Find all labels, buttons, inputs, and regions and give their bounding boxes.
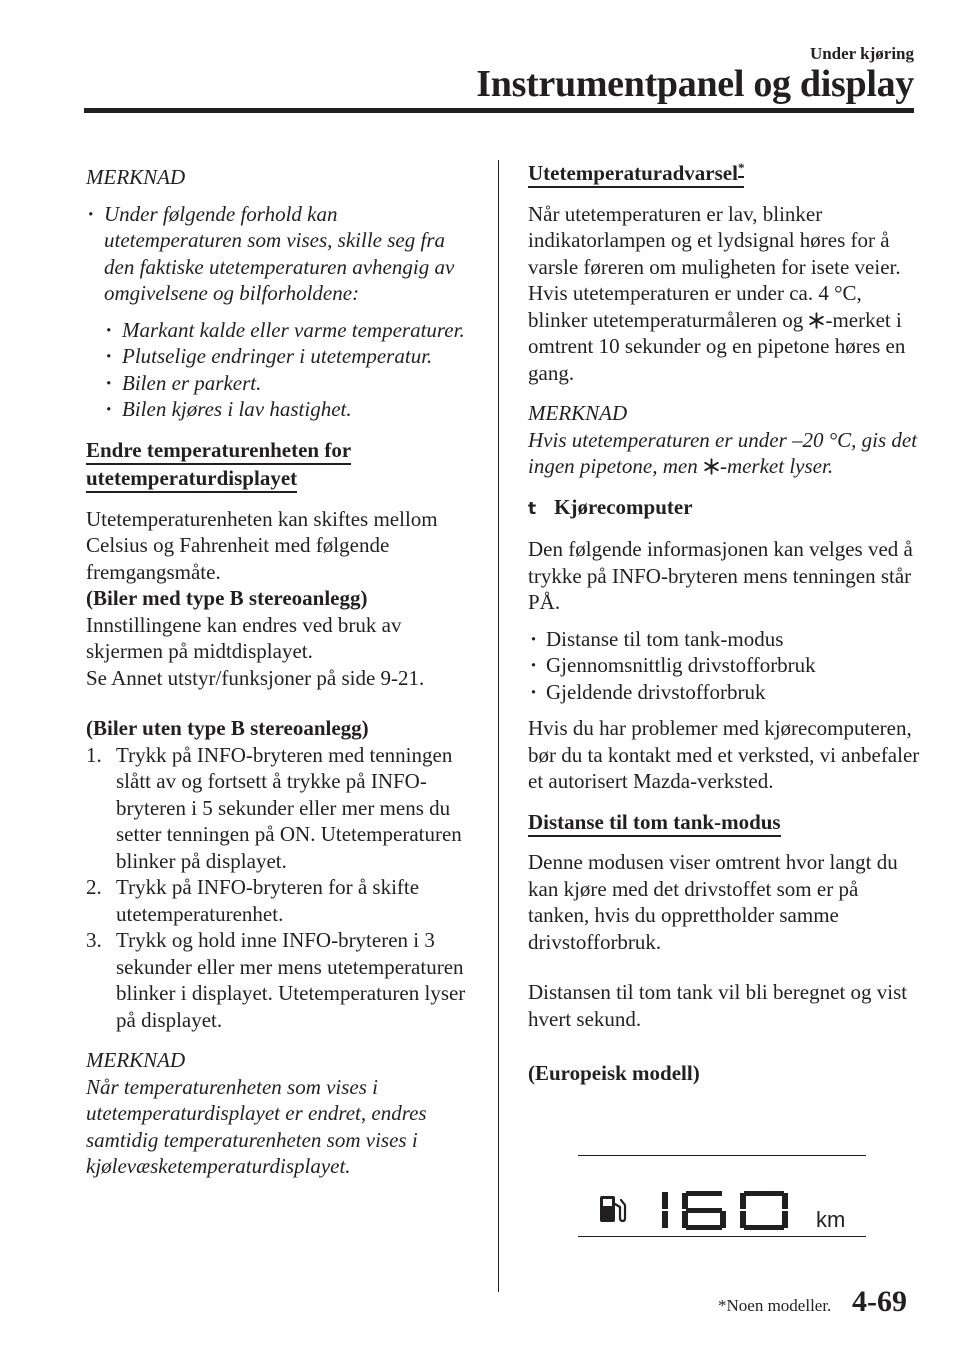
section-heading xyxy=(528,809,920,836)
step-item xyxy=(86,742,472,875)
distance-display-illustration xyxy=(578,1155,866,1237)
section-heading xyxy=(86,437,472,464)
list-item: · Gjennomsnittlig drivstofforbruk xyxy=(530,652,920,679)
column-divider xyxy=(498,160,499,1292)
section-label: Under kjøring xyxy=(809,44,914,63)
step-item xyxy=(86,927,472,1033)
distance-unit: km xyxy=(816,1207,846,1232)
chapter-title: Instrumentpanel og display xyxy=(476,63,914,105)
left-column xyxy=(86,160,472,1180)
heading-line: Endre temperaturenheten for xyxy=(86,438,351,465)
intro-paragraph: Utetemperaturenheten kan skiftes mellom Celsius og Fahrenheit med følgende fremgangsmåte. xyxy=(86,506,438,584)
note-text: Hvis utetemperaturen er under –20 °C, gis det ingen pipetone, men -merket lyser. xyxy=(528,427,918,478)
subsection-label: (Biler med type B stereoanlegg) xyxy=(86,586,368,610)
list-item: · Distanse til tom tank-modus xyxy=(530,626,920,653)
model-label: (Europeisk modell) xyxy=(528,1061,700,1085)
paragraph: Hvis du har problemer med kjørecomputeren, bør du ta kontakt med et verksted, vi anbefaler et autorisert Mazda-verksted. xyxy=(528,716,920,793)
note-sub-item: · Markant kalde eller varme temperaturer. xyxy=(106,317,472,344)
subsection-label: (Biler uten type B stereoanlegg) xyxy=(86,716,369,740)
page-number: 4-69 xyxy=(852,1285,907,1318)
section-heading xyxy=(86,465,472,492)
footnote-marker: * xyxy=(738,160,745,178)
step-text: Trykk og hold inne INFO-bryteren i 3 sekunder eller mer mens utetemperaturen blinker i displayet. Utetemperaturen lyser på displayet. xyxy=(116,928,466,1032)
section-heading xyxy=(528,160,920,187)
heading-line: Utetemperaturadvarsel* xyxy=(528,161,744,188)
step-text: Trykk på INFO-bryteren med tenningen slått av og fortsett å trykke på INFO-bryteren i 5 sekunder eller mer mens du setter tenningen på ON. Utetemperaturen blinker på displayet. xyxy=(116,742,462,873)
footnote: *Noen modeller. xyxy=(718,1296,832,1315)
section-marker: t xyxy=(528,498,537,519)
note-sub-item: · Bilen er parkert. xyxy=(106,370,472,397)
snowflake-icon xyxy=(703,458,720,475)
note-text: Når temperaturenheten som vises i utetemperaturdisplayet er endret, endres samtidig temperaturenheten som vises i kjølevæsketemperaturdisplayet. xyxy=(86,1074,427,1178)
paragraph: Når utetemperaturen er lav, blinker indikatorlampen og et lydsignal høres for å varsle føreren om muligheten for isete veier. xyxy=(528,201,901,279)
fuel-pump-icon xyxy=(598,1192,628,1226)
note-label: MERKNAD xyxy=(86,1048,186,1072)
header-rule xyxy=(84,108,914,113)
step-number: 1. xyxy=(86,742,102,767)
subsection-heading: t Kjørecomputer xyxy=(528,494,693,519)
segment-digits xyxy=(656,1190,806,1230)
paragraph: Innstillingene kan endres ved bruk av skjermen på midtdisplayet. xyxy=(86,612,402,663)
note-label: MERKNAD xyxy=(86,165,186,189)
list-item: · Gjeldende drivstofforbruk xyxy=(530,679,920,706)
mode-list xyxy=(528,626,920,706)
snowflake-icon xyxy=(808,312,825,329)
paragraph: Hvis utetemperaturen er under ca. 4 °C, blinker utetemperaturmåleren og -merket i omtrent 10 sekunder og en pipetone høres en gang. xyxy=(528,281,906,385)
step-item xyxy=(86,874,472,927)
note-sub-item: · Bilen kjøres i lav hastighet. xyxy=(106,396,472,423)
step-list xyxy=(86,742,472,1034)
heading-line: utetemperaturdisplayet xyxy=(86,466,297,493)
step-text: Trykk på INFO-bryteren for å skifte utetemperaturenhet. xyxy=(116,875,420,926)
step-number: 2. xyxy=(86,875,102,899)
cross-reference: Se Annet utstyr/funksjoner på side 9-21. xyxy=(86,665,425,690)
note-bullet: · Under følgende forhold kan utetemperaturen som vises, skille seg fra den faktiske utetemperaturen avhengig av omgivelsene og bilforholdene: xyxy=(88,201,472,307)
step-number: 3. xyxy=(86,928,102,952)
paragraph: Den følgende informasjonen kan velges ved å trykke på INFO-bryteren mens tenningen står PÅ. xyxy=(528,537,913,614)
paragraph: Denne modusen viser omtrent hvor langt du kan kjøre med det drivstoffet som er på tanken, hvis du opprettholder samme drivstofforbruk. xyxy=(528,850,898,954)
note-label: MERKNAD xyxy=(528,401,628,425)
right-column xyxy=(528,160,920,1087)
paragraph: Distansen til tom tank vil bli beregnet og vist hvert sekund. xyxy=(528,980,908,1031)
note-sub-item: · Plutselige endringer i utetemperatur. xyxy=(106,343,472,370)
heading-line: Distanse til tom tank-modus xyxy=(528,810,781,837)
note-sub-list xyxy=(86,317,472,423)
